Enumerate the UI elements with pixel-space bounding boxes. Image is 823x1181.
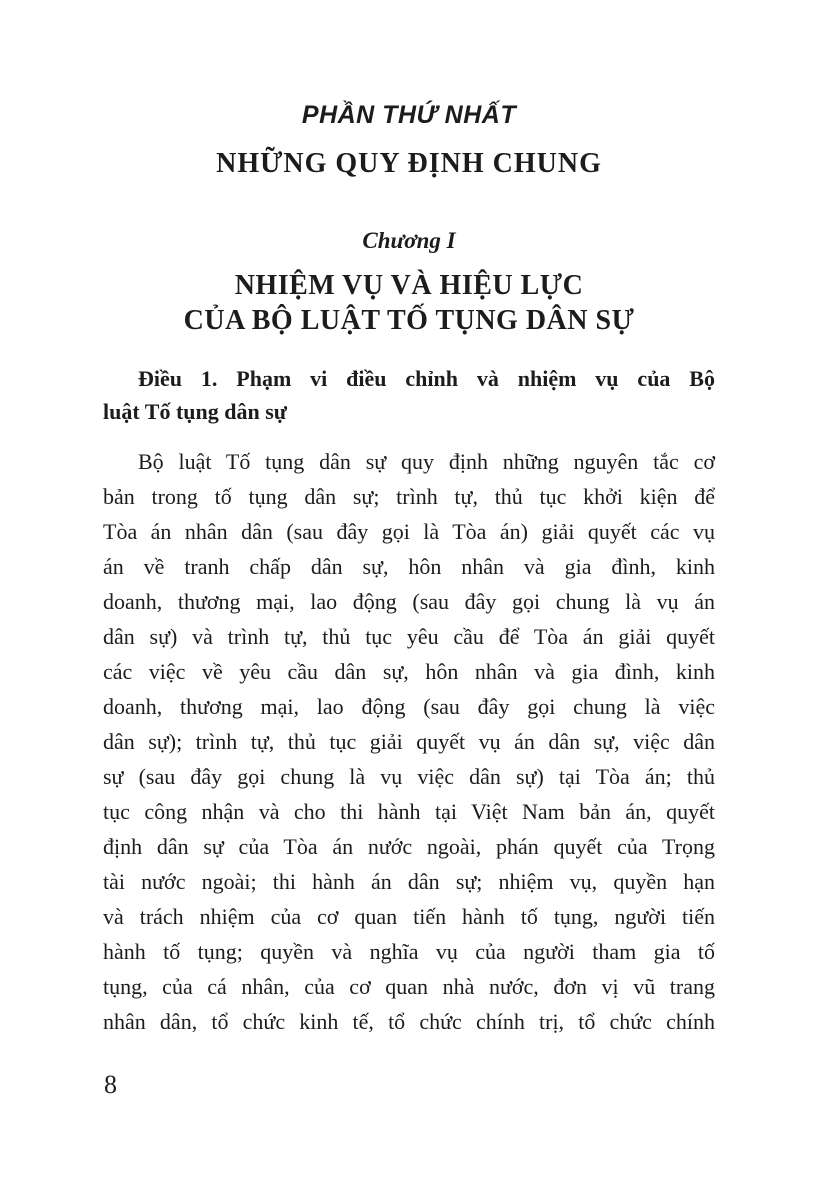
chapter-title-line2: CỦA BỘ LUẬT TỐ TỤNG DÂN SỰ [183,305,635,336]
paragraph-line: Bộ luật Tố tụng dân sự quy định những nguyên tắc cơ [138,449,715,474]
paragraph-line: sự (sau đây gọi chung là vụ việc dân sự) tại Tòa án; thủ [103,764,715,789]
paragraph-line: dân sự) và trình tự, thủ tục yêu cầu để Tòa án giải quyết [103,624,715,649]
article-heading-line1: Điều 1. Phạm vi điều chỉnh và nhiệm vụ của Bộ [138,366,715,391]
chapter-title [103,268,715,338]
paragraph-line: tài nước ngoài; thi hành án dân sự; nhiệm vụ, quyền hạn [103,869,715,894]
paragraph-line: tục công nhận và cho thi hành tại Việt Nam bản án, quyết [103,799,715,824]
article-body-paragraph [103,444,715,1039]
part-heading: PHẦN THỨ NHẤT [301,101,517,129]
paragraph-line: tụng, của cá nhân, của cơ quan nhà nước, đơn vị vũ trang [103,974,715,999]
paragraph-line: định dân sự của Tòa án nước ngoài, phán quyết của Trọng [103,834,715,859]
chapter-label: Chương I [362,228,456,253]
page-number: 8 [104,1070,117,1099]
article-heading-line2: luật Tố tụng dân sự [103,399,287,424]
paragraph-line: nhân dân, tổ chức kinh tế, tổ chức chính trị, tổ chức chính [103,1009,715,1034]
part-title: NHỮNG QUY ĐỊNH CHUNG [216,148,602,179]
paragraph-line: doanh, thương mại, lao động (sau đây gọi chung là việc [103,694,715,719]
chapter-title-line1: NHIỆM VỤ VÀ HIỆU LỰC [234,270,584,301]
paragraph-line: dân sự); trình tự, thủ tục giải quyết vụ án dân sự, việc dân [103,729,715,754]
paragraph-line: hành tố tụng; quyền và nghĩa vụ của người tham gia tố [103,939,715,964]
article-heading [103,362,715,428]
paragraph-line: doanh, thương mại, lao động (sau đây gọi chung là vụ án [103,589,715,614]
paragraph-line: án về tranh chấp dân sự, hôn nhân và gia đình, kinh [103,554,715,579]
paragraph-line: bản trong tố tụng dân sự; trình tự, thủ tục khởi kiện để [103,484,715,509]
page-content [103,100,715,1039]
paragraph-line: Tòa án nhân dân (sau đây gọi là Tòa án) giải quyết các vụ [103,519,715,544]
paragraph-line: và trách nhiệm của cơ quan tiến hành tố tụng, người tiến [103,904,715,929]
paragraph-line: các việc về yêu cầu dân sự, hôn nhân và gia đình, kinh [103,659,715,684]
